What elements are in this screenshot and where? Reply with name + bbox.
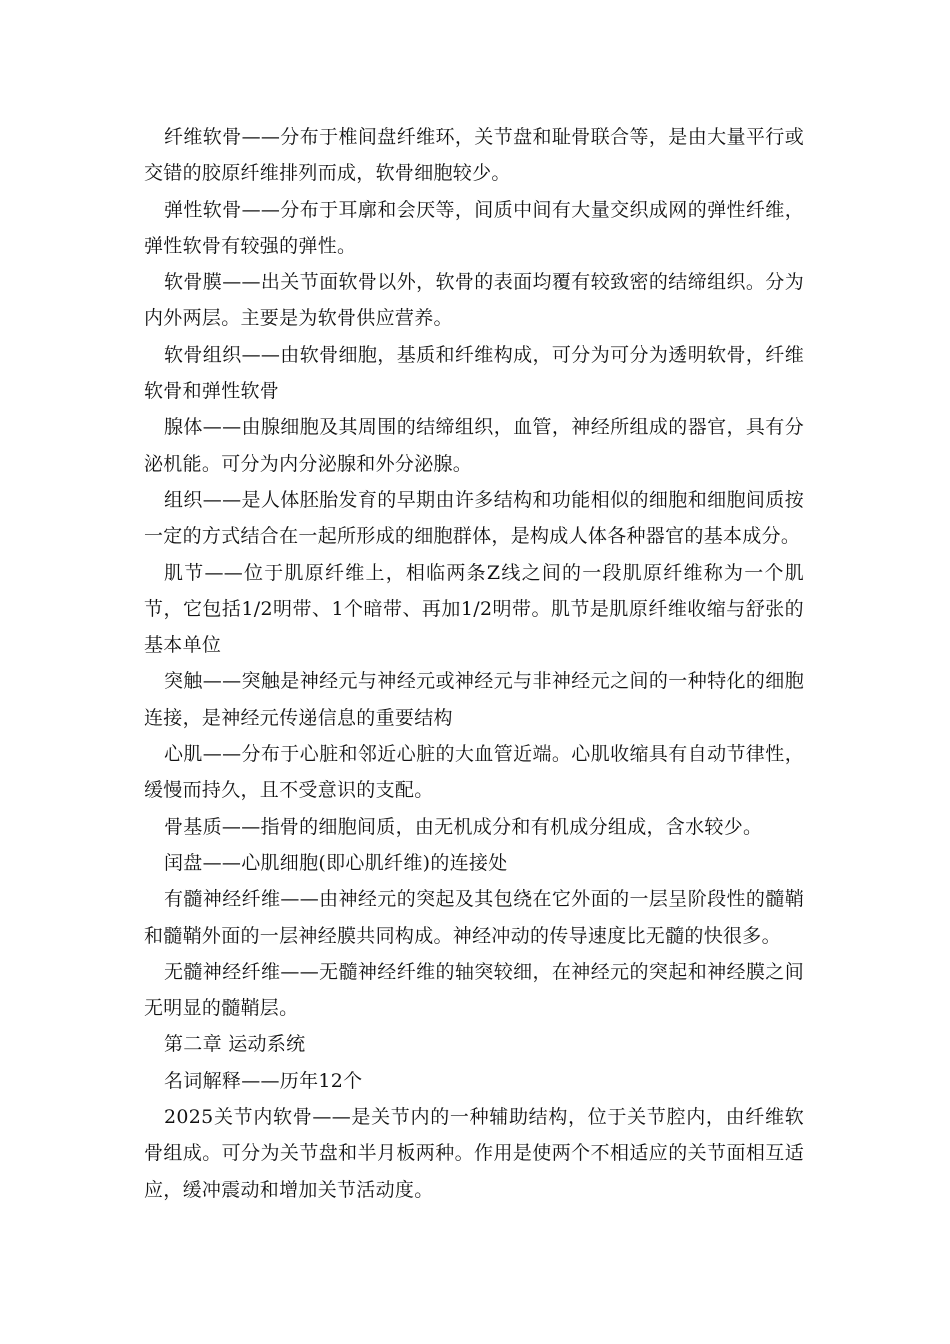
paragraph-unmyelinated-fiber: 无髓神经纤维——无髓神经纤维的轴突较细，在神经元的突起和神经膜之间无明显的髓鞘层。 bbox=[144, 960, 804, 1020]
paragraph-intra-articular-cartilage: 2025关节内软骨——是关节内的一种辅助结构，位于关节腔内，由纤维软骨组成。可分为关节盘和半月板两种。作用是使两个不相适应的关节面相互适应，缓冲震动和增加关节活动度。 bbox=[144, 1106, 804, 1201]
paragraph-synapse: 突触——突触是神经元与神经元或神经元与非神经元之间的一种特化的细胞连接，是神经元传递信息的重要结构 bbox=[144, 670, 804, 729]
paragraph-intercalated-disc: 闰盘——心肌细胞(即心肌纤维)的连接处 bbox=[164, 851, 508, 874]
paragraph-myelinated-fiber: 有髓神经纤维——由神经元的突起及其包绕在它外面的一层呈阶段性的髓鞘和髓鞘外面的一层神经膜共同构成。神经冲动的传导速度比无髓的快很多。 bbox=[144, 888, 804, 947]
chapter-heading: 第二章 运动系统 bbox=[164, 1033, 306, 1056]
paragraph-tissue: 组织——是人体胚胎发育的早期由许多结构和功能相似的细胞和细胞间质按一定的方式结合在一起所形成的细胞群体，是构成人体各种器官的基本成分。 bbox=[144, 488, 804, 548]
paragraph-cartilage-tissue: 软骨组织——由软骨细胞，基质和纤维构成，可分为可分为透明软骨，纤维软骨和弹性软骨 bbox=[144, 343, 804, 403]
paragraph-elastic-cartilage: 弹性软骨——分布于耳廓和会厌等，间质中间有大量交织成网的弹性纤维，弹性软骨有较强的弹性。 bbox=[144, 198, 804, 257]
document-body bbox=[144, 119, 804, 1208]
section-heading: 名词解释——历年12个 bbox=[164, 1069, 363, 1092]
paragraph-perichondrium: 软骨膜——出关节面软骨以外，软骨的表面均覆有较致密的结缔组织。分为内外两层。主要是为软骨供应营养。 bbox=[144, 271, 804, 330]
paragraph-cardiac-muscle: 心肌——分布于心脏和邻近心脏的大血管近端。心肌收缩具有自动节律性，缓慢而持久，且不受意识的支配。 bbox=[144, 743, 804, 802]
paragraph-sarcomere: 肌节——位于肌原纤维上，相临两条Z线之间的一段肌原纤维称为一个肌节，它包括1/2明带、1个暗带、再加1/2明带。肌节是肌原纤维收缩与舒张的基本单位 bbox=[144, 561, 804, 657]
paragraph-fibrocartilage: 纤维软骨——分布于椎间盘纤维环，关节盘和耻骨联合等，是由大量平行或交错的胶原纤维排列而成，软骨细胞较少。 bbox=[144, 126, 804, 185]
paragraph-bone-matrix: 骨基质——指骨的细胞间质，由无机成分和有机成分组成，含水较少。 bbox=[164, 815, 763, 838]
paragraph-gland: 腺体——由腺细胞及其周围的结缔组织，血管，神经所组成的器官，具有分泌机能。可分为内分泌腺和外分泌腺。 bbox=[144, 416, 804, 475]
